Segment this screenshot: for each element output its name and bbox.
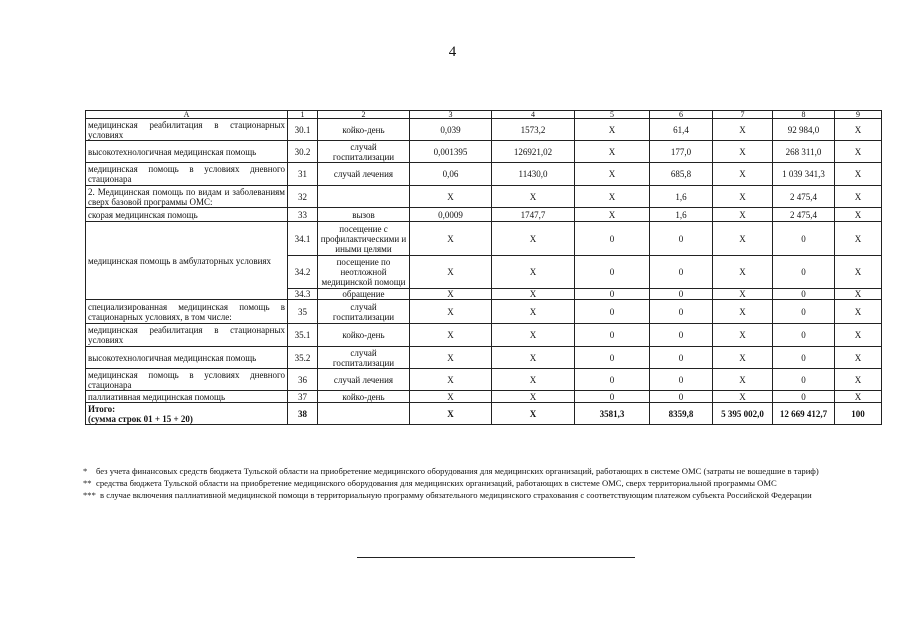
cell: 92 984,0 (773, 119, 835, 141)
cell: X (713, 289, 773, 300)
row-name: медицинская помощь в условиях дневного стационара (86, 369, 288, 391)
cell: 0 (575, 391, 650, 403)
cell: 0,0009 (410, 208, 492, 222)
cell: X (713, 163, 773, 186)
cell: 0 (650, 222, 713, 256)
cell: X (575, 119, 650, 141)
header-cell: 9 (835, 111, 882, 119)
row-name: высокотехнологичная медицинская помощь (86, 347, 288, 369)
cell: 1573,2 (492, 119, 575, 141)
table-row (86, 391, 882, 403)
cell: 685,8 (650, 163, 713, 186)
cell: 1,6 (650, 186, 713, 208)
row-name: медицинская помощь в условиях дневного стационара (86, 163, 288, 186)
row-unit: посещение с профилактическими и иными целями (318, 222, 410, 256)
cell: X (835, 300, 882, 324)
footnote-mark: ** (83, 478, 92, 488)
cell: X (835, 186, 882, 208)
header-cell: 6 (650, 111, 713, 119)
row-unit: койко-день (318, 391, 410, 403)
cell: 126921,02 (492, 141, 575, 163)
cell: X (492, 300, 575, 324)
cell: X (492, 347, 575, 369)
cell: X (492, 186, 575, 208)
cell: X (410, 403, 492, 425)
row-unit: вызов (318, 208, 410, 222)
cell: X (575, 208, 650, 222)
cell: X (835, 141, 882, 163)
cell: X (713, 300, 773, 324)
cell: 0 (773, 222, 835, 256)
cell: 0 (773, 324, 835, 347)
footnote (83, 466, 883, 477)
footnote-text: в случае включения паллиативной медицинской помощи в территориальную программу обязательного медицинского страхования с соответствующим платежом субъекта Российской Федерации (100, 490, 812, 500)
table-row (86, 300, 882, 324)
cell: X (835, 347, 882, 369)
cell: 0 (773, 289, 835, 300)
row-unit: койко-день (318, 119, 410, 141)
cell: 0 (650, 300, 713, 324)
header-cell: 5 (575, 111, 650, 119)
header-row (86, 111, 882, 119)
row-code: 33 (288, 208, 318, 222)
cell: X (410, 222, 492, 256)
total-label-line1: Итого: (88, 403, 116, 414)
cell: 0 (650, 347, 713, 369)
header-cell: 8 (773, 111, 835, 119)
row-unit: случай госпитализации (318, 141, 410, 163)
cell: 61,4 (650, 119, 713, 141)
row-unit: случай госпитализации (318, 347, 410, 369)
row-code: 32 (288, 186, 318, 208)
footnote-mark: * (83, 466, 88, 476)
cell: X (410, 324, 492, 347)
total-label-line2: (сумма строк 01 + 15 + 20) (88, 413, 193, 424)
cell: 0 (575, 347, 650, 369)
row-code: 31 (288, 163, 318, 186)
row-name: специализированная медицинская помощь в стационарных условиях, в том числе: (86, 300, 288, 324)
cell: 12 669 412,7 (773, 403, 835, 425)
cell: X (492, 369, 575, 391)
cell: X (410, 300, 492, 324)
cell: X (492, 324, 575, 347)
table-row (86, 186, 882, 208)
cell: X (713, 222, 773, 256)
header-cell: 2 (318, 111, 410, 119)
cell: X (835, 222, 882, 256)
cell: 0 (575, 256, 650, 289)
row-code: 36 (288, 369, 318, 391)
cell: X (713, 369, 773, 391)
footnote-text: средства бюджета Тульской области на приобретение медицинского оборудования для медицинских организаций, работающих в системе ОМС, сверх территориальной программы ОМС (96, 478, 777, 488)
cell: 0 (773, 347, 835, 369)
cell: X (410, 186, 492, 208)
header-cell: 4 (492, 111, 575, 119)
cell: 177,0 (650, 141, 713, 163)
cell: 0 (575, 289, 650, 300)
cell: 0 (773, 300, 835, 324)
row-code: 34.1 (288, 222, 318, 256)
header-cell: A (86, 111, 288, 119)
footnote-text: без учета финансовых средств бюджета Тульской области на приобретение медицинского оборудования для медицинских организаций, работающих в системе ОМС (затраты не вошедшие в тариф) (96, 466, 819, 476)
row-code: 37 (288, 391, 318, 403)
cell: X (492, 289, 575, 300)
cell: X (492, 222, 575, 256)
row-name: медицинская помощь в амбулаторных условиях (86, 222, 288, 300)
cell: X (835, 324, 882, 347)
cell: 0 (575, 222, 650, 256)
table-row (86, 222, 882, 256)
row-code: 34.3 (288, 289, 318, 300)
header-cell: 3 (410, 111, 492, 119)
cell: X (713, 119, 773, 141)
total-label (86, 403, 288, 425)
cell: 268 311,0 (773, 141, 835, 163)
footnote (83, 478, 883, 489)
cell: X (575, 163, 650, 186)
footnote (83, 490, 883, 501)
cell: X (835, 289, 882, 300)
cell: X (410, 256, 492, 289)
row-unit (318, 403, 410, 425)
cell: X (835, 391, 882, 403)
cell: 2 475,4 (773, 208, 835, 222)
cell: X (835, 208, 882, 222)
cell: X (492, 391, 575, 403)
table-row (86, 347, 882, 369)
cell: 0 (650, 289, 713, 300)
row-unit: случай лечения (318, 163, 410, 186)
cell: 0,039 (410, 119, 492, 141)
row-name: медицинская реабилитация в стационарных условиях (86, 119, 288, 141)
header-cell: 1 (288, 111, 318, 119)
footnotes (83, 466, 883, 502)
cell: X (410, 289, 492, 300)
row-unit: случай лечения (318, 369, 410, 391)
cell: X (713, 186, 773, 208)
cell: X (410, 391, 492, 403)
row-unit: обращение (318, 289, 410, 300)
cell: 1,6 (650, 208, 713, 222)
table-row (86, 163, 882, 186)
cell: X (713, 141, 773, 163)
cell: 0 (650, 256, 713, 289)
row-code: 34.2 (288, 256, 318, 289)
cell: 0 (575, 324, 650, 347)
page-number: 4 (448, 44, 457, 60)
cell: 1 039 341,3 (773, 163, 835, 186)
cell: 0 (575, 369, 650, 391)
cell: X (713, 391, 773, 403)
row-unit: случай госпитализации (318, 300, 410, 324)
table-row (86, 208, 882, 222)
row-code: 30.1 (288, 119, 318, 141)
footnote-mark: *** (83, 490, 96, 500)
cell: X (835, 256, 882, 289)
row-unit (318, 186, 410, 208)
row-name: паллиативная медицинская помощь (86, 391, 288, 403)
cell: 100 (835, 403, 882, 425)
row-code: 38 (288, 403, 318, 425)
cell: X (835, 119, 882, 141)
cell: X (575, 186, 650, 208)
cell: X (492, 403, 575, 425)
table-row (86, 369, 882, 391)
row-code: 30.2 (288, 141, 318, 163)
row-name: 2. Медицинская помощь по видам и заболеваниям сверх базовой программы ОМС: (86, 186, 288, 208)
row-name: медицинская реабилитация в стационарных условиях (86, 324, 288, 347)
cell: 0 (773, 369, 835, 391)
cell: X (713, 324, 773, 347)
cell: 0 (650, 391, 713, 403)
row-name: высокотехнологичная медицинская помощь (86, 141, 288, 163)
cell: X (713, 256, 773, 289)
table-row (86, 119, 882, 141)
row-unit: койко-день (318, 324, 410, 347)
cell: 0 (773, 391, 835, 403)
cell: X (410, 369, 492, 391)
cell: X (575, 141, 650, 163)
total-row (86, 403, 882, 425)
signature-line (357, 557, 635, 558)
table-row (86, 141, 882, 163)
cell: X (492, 256, 575, 289)
cell: 0 (575, 300, 650, 324)
cell: 0 (650, 369, 713, 391)
cell: X (835, 369, 882, 391)
cell: X (713, 208, 773, 222)
header-cell: 7 (713, 111, 773, 119)
cell: 0,001395 (410, 141, 492, 163)
row-code: 35 (288, 300, 318, 324)
cell: 0 (773, 256, 835, 289)
cell: X (835, 163, 882, 186)
row-code: 35.2 (288, 347, 318, 369)
cell: 0,06 (410, 163, 492, 186)
cell: X (713, 347, 773, 369)
row-code: 35.1 (288, 324, 318, 347)
cell: 2 475,4 (773, 186, 835, 208)
table-row (86, 324, 882, 347)
row-name: скорая медицинская помощь (86, 208, 288, 222)
financing-table (85, 110, 882, 425)
cell: 0 (650, 324, 713, 347)
cell: 1747,7 (492, 208, 575, 222)
cell: 5 395 002,0 (713, 403, 773, 425)
cell: 8359,8 (650, 403, 713, 425)
row-unit: посещение по неотложной медицинской помощи (318, 256, 410, 289)
cell: 11430,0 (492, 163, 575, 186)
cell: X (410, 347, 492, 369)
cell: 3581,3 (575, 403, 650, 425)
